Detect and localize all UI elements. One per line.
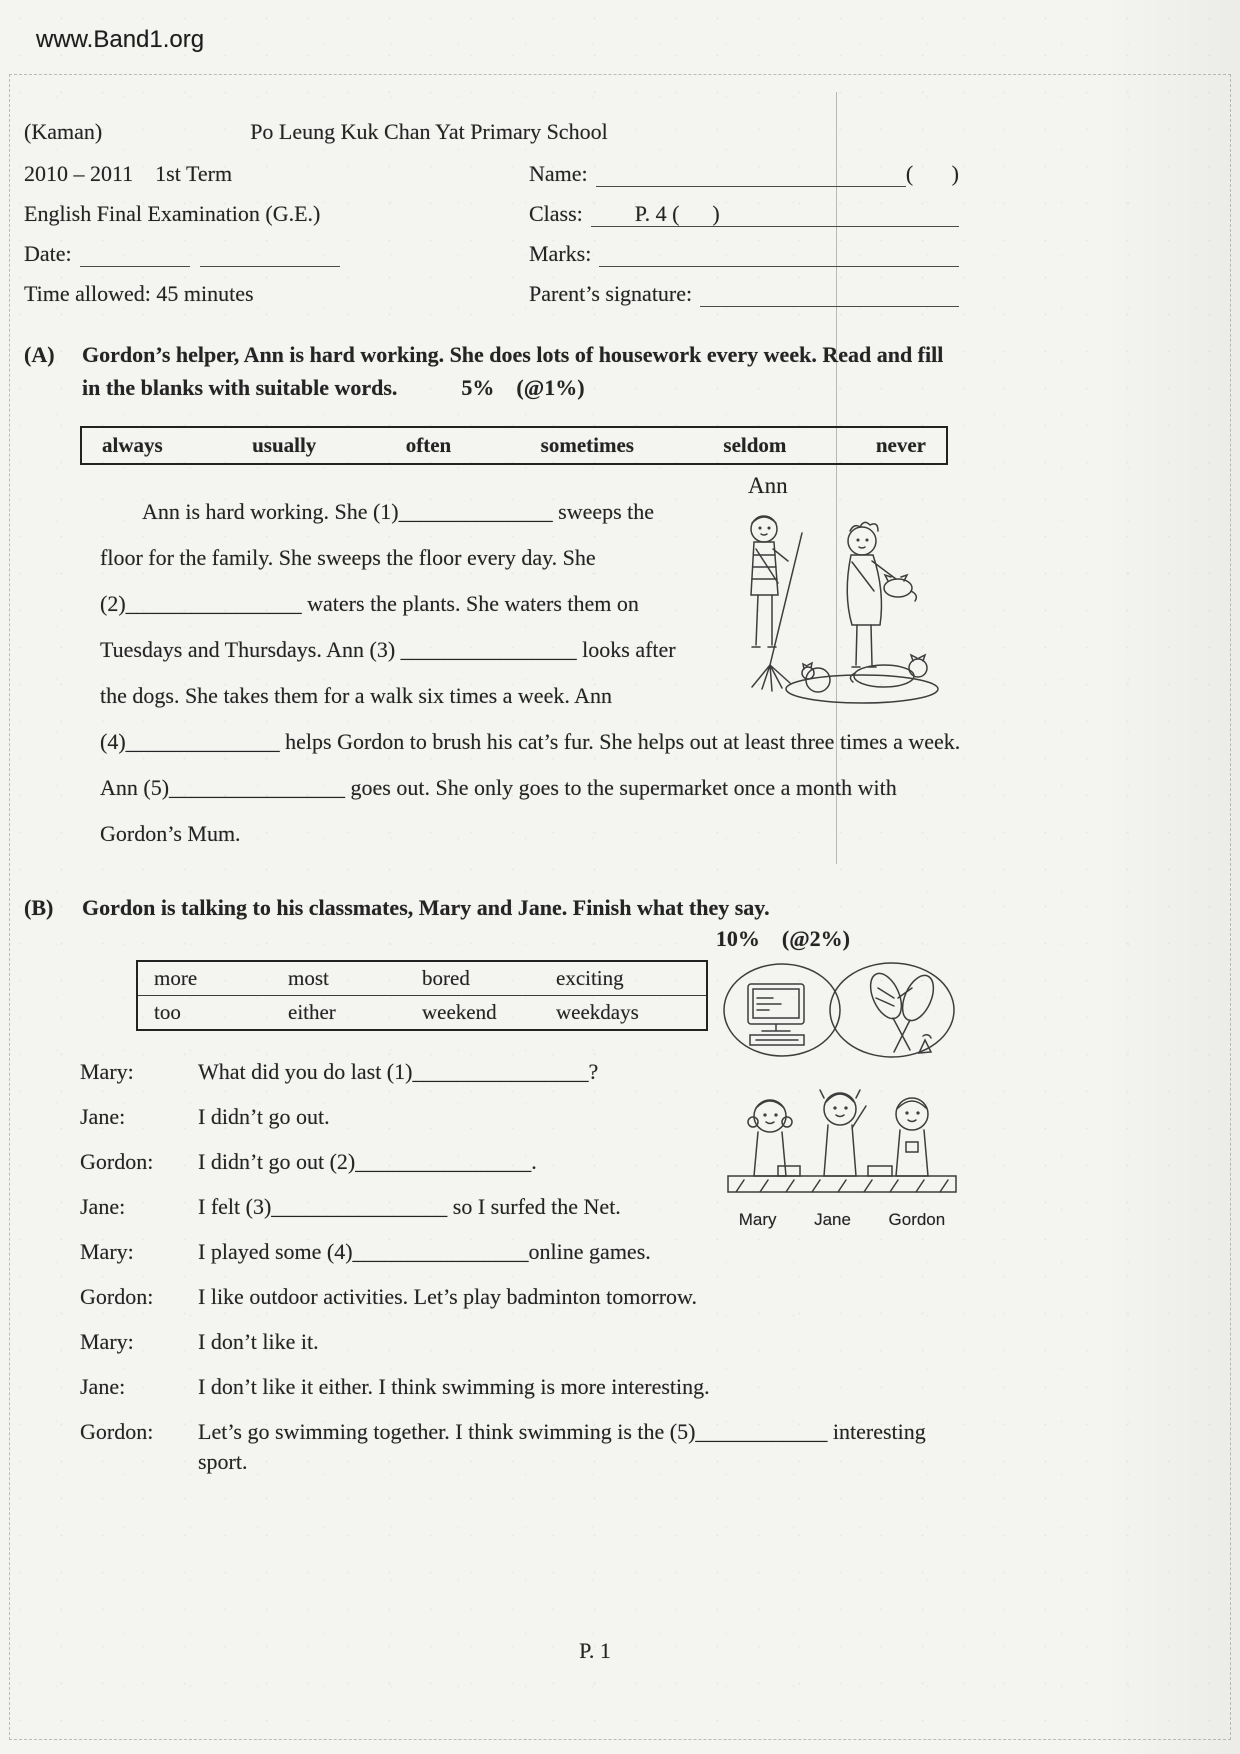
word-bank-a-item: seldom (723, 433, 787, 457)
dialogue-speaker: Gordon: (80, 1284, 154, 1309)
classmates-illustration-drawing (720, 956, 964, 1208)
class-label: Class: (529, 201, 583, 226)
dialogue-text: I felt (3)________________ so I surfed the Net. (198, 1194, 621, 1219)
section-a-marks: 5% (@1%) (461, 375, 585, 400)
page-number: P. 1 (579, 1638, 611, 1663)
dialogue-row (80, 1282, 964, 1312)
section-b-heading (24, 891, 1116, 924)
dialogue-speaker: Mary: (80, 1059, 134, 1084)
section-a-heading (24, 338, 1116, 404)
classmates-illustration-labels (720, 1210, 964, 1230)
dialogue-text: I don’t like it either. I think swimming is more interesting. (198, 1374, 710, 1399)
word-bank-b (136, 960, 708, 1031)
exam-title: English Final Examination (G.E.) (24, 201, 321, 226)
dialogue-speaker: Jane: (80, 1104, 126, 1129)
word-bank-a-item: always (102, 433, 163, 457)
word-bank-b-row (138, 996, 706, 1029)
parent-signature-label: Parent’s signature: (529, 281, 693, 306)
passage-a (100, 473, 964, 857)
word-bank-a-item: usually (252, 433, 317, 457)
dialogue-speaker: Mary: (80, 1329, 134, 1354)
dialogue-text: I don’t like it. (198, 1329, 319, 1354)
section-b (24, 891, 1116, 1477)
author-name: (Kaman) (24, 119, 103, 144)
name-blank (596, 162, 906, 187)
label-jane: Jane (814, 1210, 851, 1229)
date-row (24, 240, 529, 267)
dialogue-text: I like outdoor activities. Let’s play badminton tomorrow. (198, 1284, 697, 1309)
word-bank-a-item: sometimes (540, 433, 634, 457)
dialogue-speaker: Gordon: (80, 1149, 154, 1174)
dialogue-row (80, 1417, 964, 1477)
word-bank-b-item: more (154, 966, 198, 990)
section-b-label: (B) (24, 895, 54, 920)
dialogue-text: I didn’t go out (2)________________. (198, 1149, 537, 1174)
dialogue-text: I played some (4)________________online games. (198, 1239, 651, 1264)
date-blank-1 (80, 242, 190, 267)
name-paren: ( ) (905, 161, 959, 186)
word-bank-b-row (138, 962, 706, 996)
dialogue-text: What did you do last (1)________________? (198, 1059, 599, 1084)
parent-signature-blank (700, 282, 959, 307)
header-right-column (529, 160, 959, 320)
dialogue-speaker: Gordon: (80, 1419, 154, 1444)
ann-illustration (712, 473, 964, 711)
date-label: Date: (24, 241, 72, 266)
dialogue-speaker: Mary: (80, 1239, 134, 1264)
date-blank-2 (200, 242, 340, 267)
section-b-body (80, 960, 964, 1477)
word-bank-a-item: often (405, 433, 452, 457)
header-left-column (24, 160, 529, 320)
ann-illustration-drawing (712, 499, 964, 711)
section-a-label: (A) (24, 342, 55, 367)
word-bank-b-item: too (154, 1000, 181, 1024)
dialogue-text: I didn’t go out. (198, 1104, 330, 1129)
class-value: P. 4 ( ) (591, 200, 959, 227)
ann-illustration-label: Ann (748, 473, 788, 498)
section-a-instruction: Gordon’s helper, Ann is hard working. She does lots of housework every week. Read and fill in the blanks with suitable words. 5% (@1%) (82, 342, 944, 400)
marks-blank (599, 242, 959, 267)
dialogue-text: Let’s go swimming together. I think swimming is the (5)____________ interesting sport. (198, 1419, 932, 1474)
word-bank-b-item: most (288, 966, 329, 990)
word-bank-b-item: weekdays (556, 1000, 639, 1024)
classmates-illustration (720, 956, 964, 1230)
section-b-instruction: Gordon is talking to his classmates, Mary and Jane. Finish what they say. (82, 895, 770, 920)
marks-row (529, 240, 959, 267)
word-bank-b-item: either (288, 1000, 336, 1024)
word-bank-a (80, 426, 948, 465)
exam-content (24, 118, 1116, 1492)
label-gordon: Gordon (888, 1210, 946, 1229)
passage-a-text: Ann is hard working. She (1)______________ sweeps the floor for the family. She sweeps the floor every day. She (2)________________ waters the plants. She waters them on Tuesdays and Thursdays. Ann (3) ________________ looks after the dogs. She takes them for a walk six times a week. Ann (4)______________ helps Gordon to brush his cat’s fur. She helps out at least three times a week. Ann (5)________________ goes out. She only goes to the supermarket once a month with Gordon’s Mum. (100, 499, 961, 846)
parent-signature-row (529, 280, 959, 307)
dialogue-row (80, 1237, 964, 1267)
class-row (529, 200, 959, 227)
dialogue-speaker: Jane: (80, 1194, 126, 1219)
word-bank-b-item: bored (422, 966, 470, 990)
word-bank-b-item: weekend (422, 1000, 497, 1024)
label-mary: Mary (738, 1210, 777, 1229)
word-bank-a-item: never (875, 433, 926, 457)
word-bank-b-item: exciting (556, 966, 624, 990)
header-row-school (24, 118, 1116, 146)
time-allowed: Time allowed: 45 minutes (24, 281, 254, 306)
header-columns (24, 160, 1116, 320)
term-line: 2010 – 2011 1st Term (24, 161, 233, 186)
name-row (529, 160, 959, 187)
section-b-marks: 10% (@2%) (715, 926, 850, 951)
dialogue-speaker: Jane: (80, 1374, 126, 1399)
school-name: Po Leung Kuk Chan Yat Primary School (250, 119, 608, 144)
name-label: Name: (529, 161, 588, 186)
marks-label: Marks: (529, 241, 592, 266)
site-watermark: www.Band1.org (36, 26, 205, 53)
dialogue-row (80, 1327, 964, 1357)
section-a (24, 338, 1116, 857)
dialogue-row (80, 1372, 964, 1402)
